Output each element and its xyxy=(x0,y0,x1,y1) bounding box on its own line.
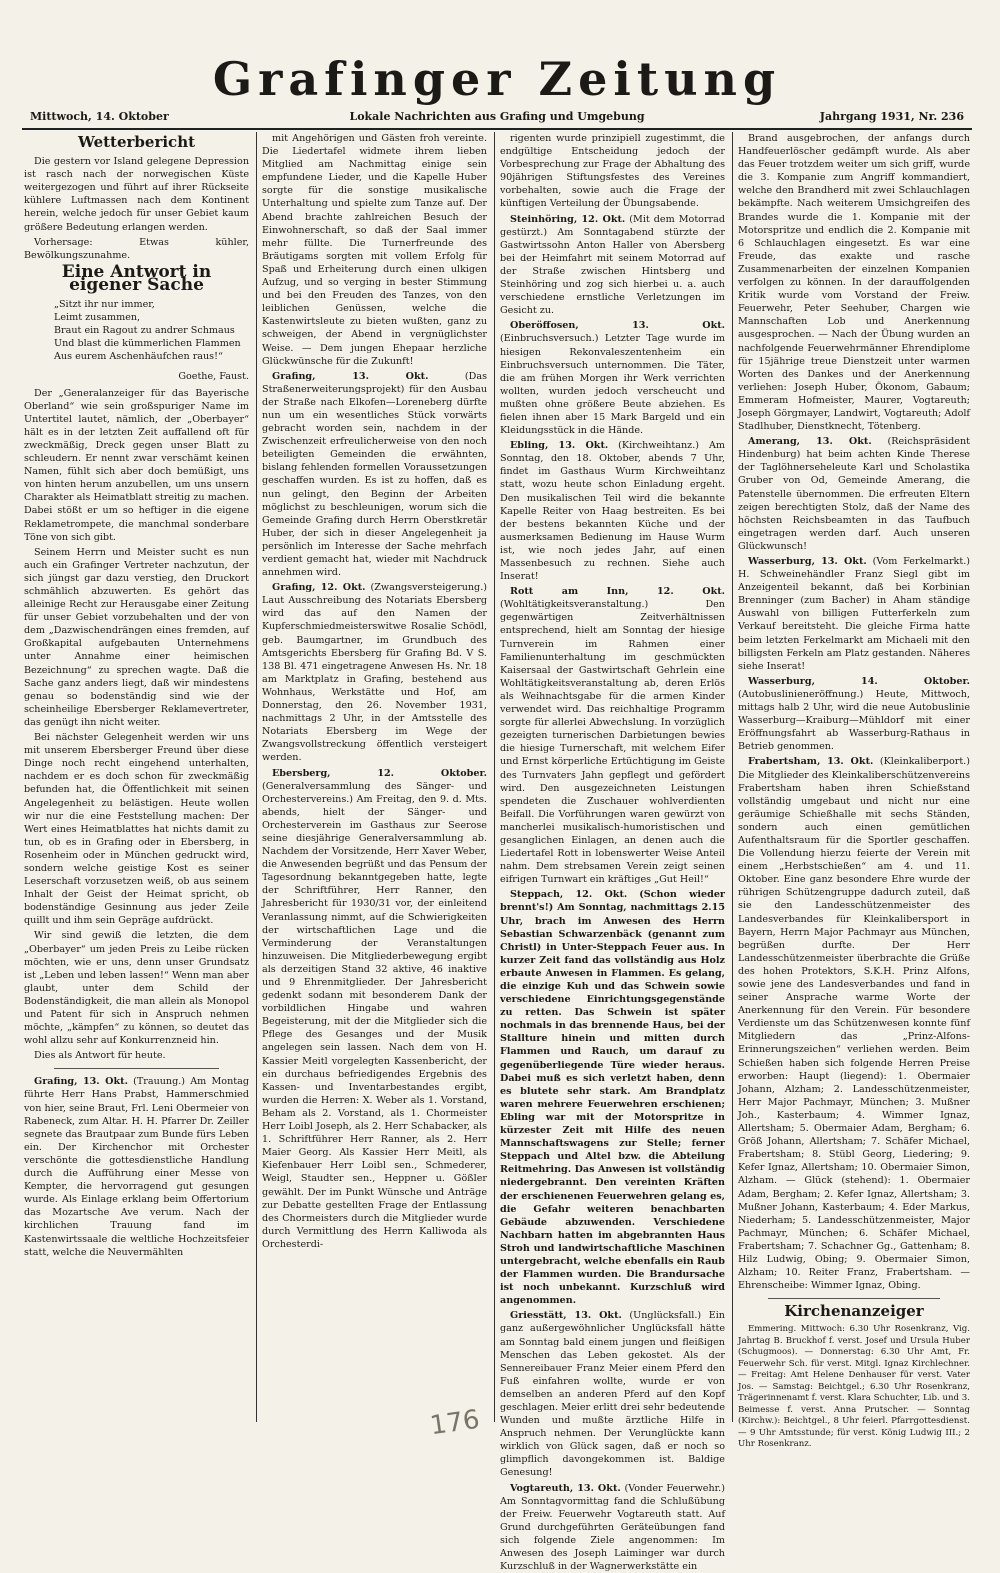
article-text: Die Mitglieder des Kleinkaliberschützenvereins Frabertsham haben ihren Schießstand vollständig umgebaut und nicht nur eine geräumige Schießhalle mit sechs Ständen, sondern auch einen gemütlichen Aufenthaltsraum für die Sportler geschaffen. Die Vollendung hierzu feierte der Verein mit einem „Herbstschießen“ am 4. und 11. Oktober. Eine ganz besondere Ehre wurde der rührigen Schützengruppe dadurch zuteil, daß sie den Landesschützenmeister des Landesverbandes für Kleinkalibersport in Bayern, Herrn Major Pachmayr aus München, begrüßen durfte. Der Herr Landesschützenmeister überbrachte die Grüße des hohen Protektors, S.K.H. Prinz Alfons, sowie jene des Landesverbandes und fand in seiner Ansprache warme Worte der Anerkennung für den Verein. Für besondere Verdienste um das Schützenwesen konnte fünf Mitgliedern das „Prinz-Alfons-Erinnerungszeichen“ verliehen werden. Beim Schießen haben sich folgende Herren Preise erworben: Haupt (liegend): 1. Obermaier Johann, Alzham; 2. Landesschützenmeister, Herr Major Pachmayr, München; 3. Mußner Joh., Kasterbaum; 4. Wimmer Ignaz, Allertsham; 5. Obermaier Adam, Bergham; 6. Größ Johann, Allertsham; 7. Schäfer Michael, Frabertsham; 8. Stübl Georg, Liedering; 9. Kefer Ignaz, Allertsham; 10. Obermaier Simon, Alzham. — Glück (stehend): 1. Obermaier Adam, Bergham; 2. Kefer Ignaz, Allertsham; 3. Mußner Johann, Kasterbaum; 4. Eder Markus, Niederham; 5. Landesschützenmeister, Major Pachmayr, München; 6. Schäfer Michael, Frabertsham; 7. Schachner Gg., Gattenham; 8. Hilz Ludwig, Obing; 9. Obermaier Simon, Alzham; 10. Reiter Franz, Frabertsham. — Ehrenscheibe: Wimmer Ignaz, Obing. xyxy=(738,769,970,1292)
oberoeffosen-article xyxy=(500,319,725,437)
wedding-continuation: mit Angehörigen und Gästen froh vereinte. Die Liedertafel widmete ihrem lieben Mitglied am Nachmittag einige sein empfundene Lieder, und die Kapelle Huber sorgte für die sonstige musikalische Unterhaltung und spielte zum Tanze auf. Der Abend brachte zahlreichen Besuch der Einwohnerschaft, so daß der Saal immer mehr füllte. Die Turnerfreunde des Bräutigams sorgten mit vollem Erfolg für Spaß und Erheiterung durch einen ulkigen Aufzug, und so verging in bester Stimmung und bei den Freuden des Tanzes, von den leiblichen Genüssen, welche die Kastenwirtsleute zu bieten wußten, ganz zu schweigen, der Abend in vergnüglichster Weise. — Dem jungen Ehepaar herzliche Glückwünsche für die Zukunft! xyxy=(262,133,487,367)
article-tag: (Trauung.) xyxy=(133,1076,186,1088)
column-1 xyxy=(24,132,249,1422)
dateline: Vogtareuth, 13. Okt. xyxy=(510,1482,621,1494)
article-text: Laut Ausschreibung des Notariats Ebersberg wird das auf den Namen der Kupferschmiedmeisterswitwe Rosalie Schödl, geb. Baumgartner, im Grundbuch des Amtsgerichts Ebersberg für Grafing Bd. V S. 138 Bl. 471 eingetragene Anwesen Hs. Nr. 18 am Marktplatz in Grafing, bestehend aus Wohnhaus, Werkstätte und Hof, am Donnerstag, den 26. November 1931, nachmittags 2 Uhr, in der Amtsstelle des Notariats Ebersberg im Wege der Zwangsvollstreckung öffentlich versteigert werden. xyxy=(262,595,487,764)
answer-paragraph: Bei nächster Gelegenheit werden wir uns mit unserem Ebersberger Freund über diese Dinge noch recht eingehend unterhalten, nachdem er es doch schon für zweckmäßig befunden hat, die Öffentlichkeit mit seinen Angelegenheit zu belästigen. Heute wollen wir nur die eine Feststellung machen: Der Wert eines Heimatblattes hat nichts damit zu tun, ob es in Grafing oder in Ebersberg, in Rosenheim oder in München gedruckt wird, sondern welche geistige Kost es seiner Leserschaft vorzusetzen weiß, ob aus seinem Inhalt der Geist der Heimat spricht, ob bodenständige Gesinnung aus jeder Zeile quillt und ihm sein Gepräge aufdrückt. xyxy=(24,732,249,927)
singers-continuation: rigenten wurde prinzipiell zugestimmt, die endgültige Entscheidung jedoch der Vorbesprechung zur Frage der Abhaltung des 90jährigen Stiftungsfestes des Vereines vorbehalten, sowie auch die Frage der künftigen Verteilung der Übungsabende. xyxy=(500,133,725,210)
article-text: Am Sonntag, den 18. Oktober, abends 7 Uhr, findet im Gasthaus Wurm Kirchweihtanz statt, wozu heute schon Einladung ergeht. Den musikalischen Teil wird die bekannte Kapelle Reiter von Haag bestreiten. Es bei der bestens bekannten Küche und der ausmerksamen Bedienung im Hause Wurm ist, wie noch jedes Jahr, auf einen Massenbesuch zu rechnen. Siehe auch Inserat! xyxy=(500,440,725,583)
article-text: Am Montag führte Herr Hans Prabst, Hammerschmied von hier, seine Braut, Frl. Leni Obermeier von Rabeneck, zum Altar. H. H. Pfarrer Dr. Zeiller segnete das Brautpaar zum Bunde fürs Leben ein. Der Kirchenchor mit Orchester verschönte die gottesdienstliche Handlung durch die Aufführung einer Messe von Kempter, die hervorragend gut gesungen wurde. Als Einlage erklang beim Offertorium das Mozartsche Ave verum. Nach der kirchlichen Trauung fand im Kastenwirtssaale die weltliche Hochzeitsfeier statt, welche die Neuvermählten xyxy=(24,1076,249,1258)
article-tag: (Das Straßenerweiterungsprojekt) xyxy=(262,370,487,395)
dateline: Oberöffosen, 13. Okt. xyxy=(510,320,725,332)
article-tag: (Wohltätigkeitsveranstaltung.) xyxy=(500,599,649,611)
wasserburg-article xyxy=(738,555,970,673)
dateline: Rott am Inn, 12. Okt. xyxy=(510,586,725,598)
poem-line: Braut ein Ragout zu andrer Schmaus xyxy=(54,325,235,337)
frabertsham-article xyxy=(738,755,970,1292)
article-tag: (Kirchweihtanz.) xyxy=(618,440,700,452)
wedding-article xyxy=(24,1075,249,1258)
answer-closing: Dies als Antwort für heute. xyxy=(34,1050,166,1062)
article-text: H. Schweinehändler Franz Siegl gibt im Anzeigenteil bekannt, daß bei Korbinian Brenninger (zum Bacher) in Aham ständige Auswahl von billigen Futterferkeln zum Verkauf bereitsteht. Die gleiche Firma hatte beim letzten Ferkelmarkt am Michaeli mit den billigsten Ferkeln am Platz gestanden. Näheres siehe Inserat! xyxy=(738,569,970,672)
poem-line: Aus eurem Aschenhäufchen raus!“ xyxy=(54,351,223,363)
street-article xyxy=(262,370,487,580)
dateline: Grafing, 12. Okt. xyxy=(272,582,366,594)
masthead xyxy=(22,50,972,108)
rott-article xyxy=(500,585,725,886)
article-text: Den gegenwärtigen Zeitverhältnissen entsprechend, hielt am Sonntag der hiesige Turnverein im Rahmen einer Familienunterhaltung im geschmückten Kaisersaal der Gastwirtschaft Gehrlein eine Wohltätigkeitsveranstaltung ab, deren Erlös als Weihnachtsgabe für die armen Kinder verwendet wird. Das reichhaltige Programm sorgte für allerlei Abwechslung. In vorzüglich gezeigten turnerischen Darbietungen bewies die hiesige Turnerschaft, mit welchem Eifer und Ernst körperliche Ertüchtigung im Geiste des Turnvaters Jahn gepflegt und gefördert wird. Den ausgezeichneten Leistungen spendeten die Zuschauer wohlverdienten Beifall. Die Vorführungen waren gewürzt von mancherlei musikalisch-humoristischen und gesanglichen Einlagen, an denen auch die Liedertafel Rott in lobenswerter Weise Anteil nahm. Dem strebsamen Verein zeigt seinen eifrigen Turnwart ein kräftiges „Gut Heil!“ xyxy=(500,599,725,886)
dateline: Amerang, 13. Okt. xyxy=(748,436,872,448)
weather-forecast: Vorhersage: Etwas kühler, Bewölkungszunahme. xyxy=(24,236,249,261)
article-tag: (Vonder Feuerwehr.) xyxy=(624,1482,725,1494)
masthead-subline xyxy=(22,108,972,128)
church-heading: Kirchenanzeiger xyxy=(784,1302,924,1321)
weather-heading: Wetterbericht xyxy=(77,133,196,151)
answer-heading: Eine Antwort in eigener Sache xyxy=(61,261,212,295)
article-tag: (Schon wieder brennt's!) xyxy=(500,889,725,914)
article-tag: (Unglücksfall.) xyxy=(629,1310,702,1322)
weather-text: Die gestern vor Island gelegene Depression ist rasch nach der norwegischen Küste weitergezogen und führt auf ihrer Rückseite kühlere Luftmassen nach dem Kontinent herein, welche jedoch für unser Gebiet kaum größere Bedeutung erlangen werden. xyxy=(24,156,249,233)
dateline: Wasserburg, 13. Okt. xyxy=(748,556,867,567)
column-4 xyxy=(738,132,970,1450)
answer-paragraph: Wir sind gewiß die letzten, die dem „Oberbayer“ um jeden Preis zu Leibe rücken möchten, wie er uns, denn unser Grundsatz ist „Leben und leben lassen!“ Wenn man aber glaubt, unter dem Schild der Bodenständigkeit, die man allein als Monopol und Patent für sich in Anspruch nehmen möchte, „kämpfen“ zu können, so deutet das wohl allzu sehr auf Konkurrenzneid hin. xyxy=(24,930,249,1047)
dateline: Steppach, 12. Okt. xyxy=(510,889,628,901)
answer-paragraph: Seinem Herrn und Meister sucht es nun auch ein Grafinger Vertreter nachzutun, der sich jüngst gar dazu verstieg, den Druckort schmählich abzuwerten. Es gehört das alleinige Recht zur Herausgabe einer Zeitung für unser Gebiet vorzubehalten und der von dem „Dazwischendrängen eines fremden, auf Großkapital aufgebauten Unternehmens unter Annahme einer heimischen Bezeichnung“ zu sprechen wagte. Daß die Sache ganz anders liegt, daß wir mindestens genau so bodenständig sind wie der scheinheilige Ebersberger Reklamevertreter, das genügt ihn nicht weiter. xyxy=(24,546,249,728)
poem-line: Und blast die kümmerlichen Flammen xyxy=(54,338,241,350)
article-tag: (Autobuslinieneröffnung.) xyxy=(738,688,864,700)
dateline: Grafing, 13. Okt. xyxy=(34,1076,128,1088)
article-text: hat beim achten Kinde Therese der Taglöhnerseheleute Karl und Scholastika Gruber von Od, Gemeinde Amerang, die Patenstelle übernommen. Die erfreuten Eltern zeigen berechtigten Stolz, daß der Name des höchsten Reichsbeamten in das Taufbuch eingetragen werden darf. Auch unseren Glückwunsch! xyxy=(738,449,970,552)
answer-paragraph: Der „Generalanzeiger für das Bayerische Oberland“ wie sein großspuriger Name im Untertitel lautet, nämlich, der „Oberbayer“ hält es in der letzten Zeit auffallend oft für zweckmäßig, Dreck gegen unser Blatt zu schleudern. Er nennt zwar verschämt keinen Namen, fühlt sich aber doch bemüßigt, uns von hinten herum anzubellen, um uns unsern Charakter als Heimatblatt streitig zu machen. Dabei stößt er um so heftiger in die eigene Reklametrompete, die manchmal sonderbare Töne von sich gibt. xyxy=(24,387,249,543)
steppach-article xyxy=(500,888,725,1307)
dateline: Ebersberg, 12. Oktober. xyxy=(272,767,487,779)
article-tag: (Vom Ferkelmarkt.) xyxy=(872,556,970,567)
poem-line: „Sitzt ihr nur immer, xyxy=(54,299,155,311)
ebling-article xyxy=(500,439,725,583)
amerang-article xyxy=(738,435,970,553)
handwritten-page-number: 176 xyxy=(428,1404,482,1442)
column-divider xyxy=(256,132,257,1422)
dateline: Griesstätt, 13. Okt. xyxy=(510,1310,622,1322)
newspaper-title: Grafinger Zeitung xyxy=(212,52,782,106)
wasserburg-bus-article xyxy=(738,675,970,754)
vogtareuth-continuation: Brand ausgebrochen, der anfangs durch Handfeuerlöscher gedämpft wurde. Als aber das Feuer trotzdem weiter um sich griff, wurde die 3. Kompanie zum Angriff kommandiert, welche den Brandherd mit zwei Schlauchlagen bekämpfte. Nach weiterem Umsichgreifen des Brandes wurde die 1. Kompanie mit der Motorspritze und endlich die 2. Kompanie mit 6 Schlauchlagen eingesetzt. Es war eine Freude, das exakte und rasche Zusammenarbeiten der einzelnen Kompanien verfolgen zu können. In der darauffolgenden Kritik wurde vom Vorstand der Freiw. Feuerwehr, Peter Seehuber, Chargen wie Mannschaften Lob und Anerkennung ausgesprochen. — Nach der Übung wurden an nachfolgende Feuerwehrmänner Ehrendiplome für 15jährige treue Dienstzeit unter warmen Worten des Dankes und der Anerkennung verliehen: Joseph Huber, Ökonom, Gabaum; Emmeram Hofmeister, Maurer, Vogtareuth; Joseph Görgmayer, Landwirt, Vogtareuth; Adolf Stadlhuber, Dienstknecht, Tötenberg. xyxy=(738,133,970,433)
dateline: Grafing, 13. Okt. xyxy=(272,370,429,382)
vogtareuth-article xyxy=(500,1482,725,1573)
auction-article xyxy=(262,581,487,764)
article-tag: (Einbruchsversuch.) xyxy=(500,333,599,345)
article-tag: (Kleinkaliberport.) xyxy=(879,756,970,768)
dateline: Ebling, 13. Okt. xyxy=(510,440,609,452)
issue-date: Mittwoch, 14. Oktober xyxy=(30,110,169,123)
dateline: Frabertsham, 13. Okt. xyxy=(748,756,874,768)
article-text: Ein ganz außergewöhnlicher Unglücksfall hätte am Sonntag bald einem jungen und fleißigen Menschen das Leben gekostet. Als der Sennereibauer Franz Meier einem Pferd den Fuß einfahren wollte, wurde er von demselben an anderen Pferd auf den Kopf geschlagen. Meier erlitt drei sehr bedeutende Wunden und mußte ärztliche Hilfe in Anspruch nehmen. Der Verunglückte kann wirklich von Glück sagen, daß er noch so glimpflich davongekommen ist. Baldige Genesung! xyxy=(500,1310,725,1479)
column-2 xyxy=(262,132,487,1422)
dateline: Wasserburg, 14. Oktober. xyxy=(748,675,970,687)
article-separator xyxy=(768,1298,940,1299)
poem xyxy=(54,298,249,363)
article-tag: (Reichspräsident Hindenburg) xyxy=(738,436,970,461)
church-notices: Emmering. Mittwoch: 6.30 Uhr Rosenkranz, Vig. Jahrtag B. Bruckhof f. verst. Josef und Ursula Huber (Schugmoos). — Donnerstag: 6.30 Uhr Amt, Fr. Feuerwehr Sch. für verst. Mitgl. Ignaz Kirchlechner. — Freitag: Amt Helene Denhauser für verst. Vater Jos. — Samstag: Beichtgel.; 6.30 Uhr Rosenkranz, Trägerinnenamt f. verst. Klara Schuchter, Lib. und 3. Beimesse f. verst. Anna Prutscher. — Sonntag (Kirchw.): Beichtgel., 8 Uhr feierl. Pfarrgottesdienst. — 9 Uhr Amtsstunde; für verst. König Ludwig III.; 2 Uhr Rosenkranz. xyxy=(738,1324,970,1450)
article-tag: (Zwangsversteigerung.) xyxy=(370,582,487,594)
newspaper-page xyxy=(22,50,972,1573)
dateline: Steinhöring, 12. Okt. xyxy=(510,213,626,225)
issue-number: Jahrgang 1931, Nr. 236 xyxy=(819,110,964,123)
poem-line: Leimt zusammen, xyxy=(54,312,141,324)
article-text: Am Sonntagvormittag fand die Schlußübung der Freiw. Feuerwehr Vogtareuth statt. Auf Grund durchgeführten Geräteübungen fand sich folgende Ziele angenommen: Im Anwesen des Joseph Laiminger war durch Kurzschluß in der Wagnerwerkstätte ein xyxy=(500,1495,725,1573)
column-3 xyxy=(500,132,725,1573)
article-text: Letzter Tage wurde im hiesigen Rekonvaleszentenheim ein Einbruchsversuch unternommen. Die Täter, die am frühen Morgen ihr Werk verrichten wollten, wurden jedoch verscheucht und mußten ohne größere Beute abziehen. Es fielen ihnen aber 15 Mark Bargeld und ein Kleidungsstück in die Hände. xyxy=(500,333,725,437)
masthead-rule xyxy=(22,128,972,130)
article-text: Am Sonntag, nachmittags 2.15 Uhr, brach im Anwesen des Herrn Sebastian Schwarzenbäck (genannt zum Christl) in Unter-Steppach Feuer aus. In kurzer Zeit fand das vollständig aus Holz erbaute Anwesen in Flammen. Es gelang, die einzige Kuh und das Schwein sowie verschiedene Einrichtungsgegenstände zu retten. Das Schwein ist später nochmals in das brennende Haus, bei der Stallture hinein und mitten durch Flammen und Rauch, um darauf zu gegenüberliegende Türe wieder heraus. Dabei muß es sich verletzt haben, denn es blutete sehr stark. Am Brandplatz waren mehrere Feuerwehren erschienen; Ebling war mit der Motorspritze in kürzester Zeit mit Hilfe des neuen Mannschaftswagens zur Stelle; ferner Steppach und Altel bzw. die Abteilung Reitmehring. Das Anwesen ist vollständig niedergebrannt. Den vereinten Kräften der erschienenen Feuerwehren gelang es, die Gefahr weiteren benachbarten Gebäude abzuwenden. Verschiedene Nachbarn hatten im abgebrannten Haus Stroh und landwirtschaftliche Maschinen untergebracht, welche ebenfalls ein Raub der Flammen wurden. Die Brandursache ist noch unbekannt. Kurzschluß wird angenommen. xyxy=(500,902,725,1307)
singers-article xyxy=(262,767,487,1251)
newspaper-subtitle: Lokale Nachrichten aus Grafing und Umgebung xyxy=(349,110,645,123)
griesstaett-article xyxy=(500,1309,725,1479)
column-divider xyxy=(494,132,495,1422)
article-text: Am Sonntagabend stürzte der Gastwirtssohn Anton Haller von Abersberg bei der Heimfahrt mit seinem Motorrad auf der Straße zwischen Hintsberg und Steinhöring und zog sich hierbei u. a. auch verschiedene ernstliche Verletzungen im Gesicht zu. xyxy=(500,226,725,317)
steinhoering-article xyxy=(500,213,725,318)
article-text: Heute, Mittwoch, mittags halb 2 Uhr, wird die neue Autobuslinie Wasserburg—Kraiburg—Mühldorf mit einer Eröffnungsfahrt ab Wasserburg-Rathaus in Betrieb genommen. xyxy=(738,688,970,753)
article-tag: (Generalversammlung des Sänger- und Orchestervereins.) xyxy=(262,780,487,805)
article-text: Am Freitag, den 9. d. Mts. abends, hielt der Sänger- und Orchesterverein im Gasthaus zur Seerose seine diesjährige Generalversammlung ab. Nachdem der Vorsitzende, Herr Xaver Weber, die Anwesenden begrüßt und das Pensum der Tagesordnung bekanntgegeben hatte, legte der Schriftführer, Herr Ranner, den Jahresbericht für 1930/31 vor, der einleitend Veranlassung nimmt, auf die Schwierigkeiten der wirtschaftlichen Lage und die Verminderung der Veranstaltungen hinzuweisen. Die Mitgliederbewegung ergibt als derzeitigen Stand 32 aktive, 46 inaktive und 9 Ehrenmitglieder. Der Jahresbericht gedenkt sodann mit besonderem Dank der vorbildlichen Hingabe und wahren Begeisterung, mit der die Mitglieder sich die Pflege des Gesanges und der Musik angelegen sein lassen. Nach dem von H. Kassier Meitl vorgelegten Kassenbericht, der ein durchaus befriedigendes Ergebnis des Kassen- und Inventarbestandes ergibt, wurden die Herren: X. Weber als 1. Vorstand, Beham als 2. Vorstand, als 1. Chormeister Herr Loibl Joseph, als 2. Herr Schabacker, als 1. Schriftführer Herr Ranner, als 2. Herr Maier Georg. Als Kassier Herr Meitl, als Kiefenbauer Herr Loibl sen., Schmederer, Weigl, Staudter sen., Heppner u. Gößler gewählt. Der im Punkt Wünsche und Anträge zur Debatte gestellten Frage der Entlassung des Chormeisters durch die Mitglieder wurde durch Vermittlung des Herrn Kalliwoda als Orchesterdi- xyxy=(262,793,487,1250)
article-separator xyxy=(54,1068,219,1069)
column-divider xyxy=(732,132,733,1422)
poem-attribution: Goethe, Faust. xyxy=(178,370,249,382)
article-text: für den Ausbau der Straße nach Elkofen—Loreneberg dürfte nun um ein wesentliches Stück vorwärts gebracht worden sein, nachdem in der Zwischenzeit erfreulicherweise von den noch beteiligten Gemeinden die erwähnten, bislang fehlenden formellen Voraussetzungen geschaffen wurden. Es ist zu hoffen, daß es nun gelingt, den Beginn der Arbeiten möglichst zu beschleunigen, worum sich die Gemeinde Grafing durch Herrn Oberstkretär Huber, der sich in dieser Angelegenheit ja persönlich im Interesse der Sache mehrfach verdient gemacht hat, wieder mit Nachdruck annehmen wird. xyxy=(262,383,487,579)
article-tag: (Mit dem Motorrad gestürzt.) xyxy=(500,213,725,238)
